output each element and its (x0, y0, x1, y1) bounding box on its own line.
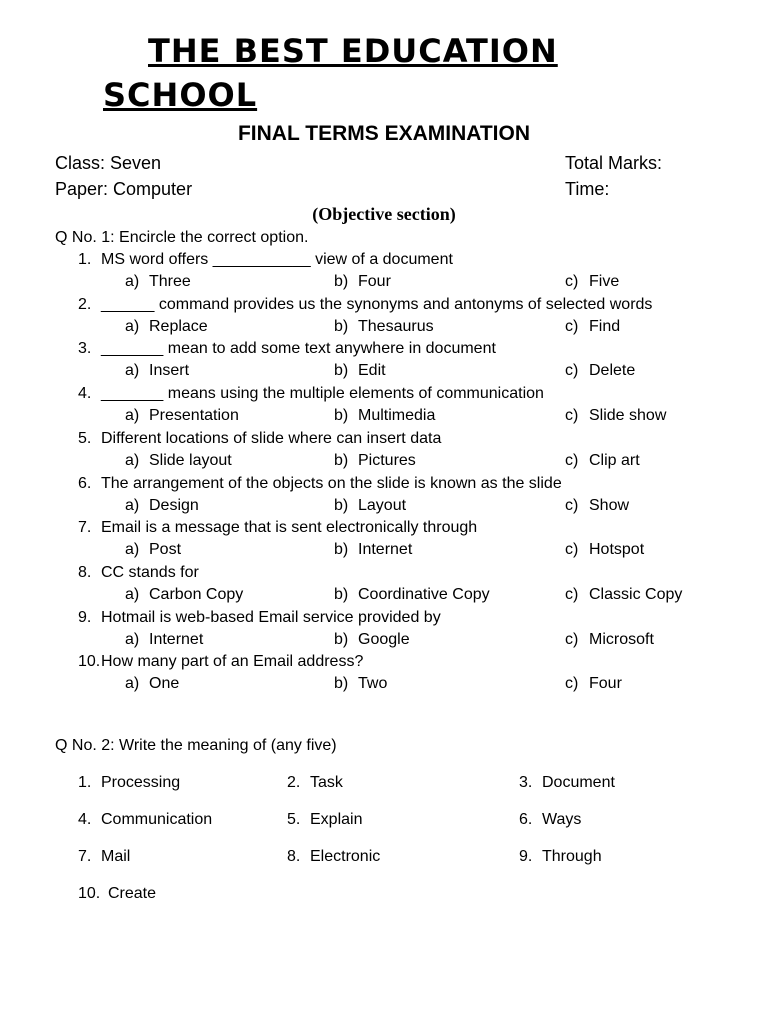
meaning-item-6 (519, 811, 581, 829)
option-letter: b) (334, 675, 349, 693)
meaning-number: 10. (78, 885, 101, 902)
option-letter: c) (565, 362, 579, 380)
option-text: Three (149, 273, 191, 290)
option-text: Show (589, 496, 630, 514)
option-a[interactable] (125, 452, 232, 470)
option-c[interactable] (565, 675, 622, 693)
option-b[interactable] (334, 318, 434, 336)
meaning-word: Document (542, 774, 615, 791)
question-number: 4. (78, 385, 92, 403)
option-text: Hotspot (589, 541, 645, 559)
option-text: Insert (149, 362, 190, 380)
option-letter: a) (125, 675, 140, 693)
option-b[interactable] (334, 586, 490, 604)
option-a[interactable] (125, 362, 189, 380)
meaning-item-4 (78, 811, 212, 829)
option-b[interactable] (334, 407, 435, 425)
meaning-item-3 (519, 774, 615, 792)
meaning-item-9 (519, 848, 602, 866)
option-text: Replace (149, 317, 208, 335)
option-c[interactable] (565, 452, 640, 470)
class-label: Class: Seven (55, 153, 162, 173)
option-letter: a) (125, 273, 140, 290)
option-letter: c) (565, 630, 579, 648)
meaning-number: 6. (519, 811, 533, 828)
option-letter: a) (125, 407, 140, 425)
option-letter: b) (334, 362, 349, 380)
option-b[interactable] (334, 273, 391, 291)
option-b[interactable] (334, 541, 412, 559)
option-c[interactable] (565, 541, 644, 559)
option-text: Four (589, 675, 622, 693)
option-text: Layout (358, 496, 407, 514)
meaning-item-2 (287, 774, 343, 792)
option-letter: b) (334, 451, 349, 469)
question-text: The arrangement of the objects on the slide is known as the slide (101, 474, 562, 492)
option-b[interactable] (334, 631, 410, 649)
meaning-item-10 (78, 885, 156, 903)
option-text: Find (589, 317, 621, 335)
meaning-number: 1. (78, 774, 92, 791)
question-text: _______ mean to add some text anywhere in document (101, 340, 496, 358)
exam-title: FINAL TERMS EXAMINATION (237, 122, 531, 145)
option-c[interactable] (565, 631, 654, 649)
option-a[interactable] (125, 586, 243, 604)
option-text: Edit (358, 362, 386, 380)
question-2 (78, 296, 652, 314)
option-letter: c) (565, 585, 579, 603)
option-a[interactable] (125, 631, 203, 649)
question-number: 3. (78, 340, 92, 358)
question-text: Different locations of slide where can insert data (101, 429, 442, 447)
option-text: Delete (589, 362, 636, 380)
option-letter: a) (125, 317, 140, 335)
option-letter: b) (334, 273, 349, 290)
option-letter: a) (125, 496, 140, 514)
option-letter: c) (565, 675, 579, 693)
question-6 (78, 475, 562, 493)
option-text: Five (589, 273, 620, 290)
option-text: Clip art (589, 451, 640, 469)
option-b[interactable] (334, 362, 386, 380)
question-number: 6. (78, 474, 92, 492)
option-text: Two (358, 675, 388, 693)
question-text: MS word offers ___________ view of a document (101, 251, 453, 268)
question-number: 10. (78, 653, 101, 671)
meaning-word: Mail (101, 848, 131, 865)
question-number: 1. (78, 251, 92, 268)
q2-heading: Q No. 2: Write the meaning of (any five) (55, 737, 337, 754)
option-letter: a) (125, 630, 140, 648)
q1-heading: Q No. 1: Encircle the correct option. (55, 229, 309, 246)
option-letter: a) (125, 362, 140, 380)
meaning-word: Task (310, 774, 343, 791)
option-text: One (149, 675, 180, 693)
question-5 (78, 430, 441, 448)
option-a[interactable] (125, 675, 179, 693)
option-text: Classic Copy (589, 585, 683, 603)
option-c[interactable] (565, 362, 635, 380)
option-text: Pictures (358, 451, 416, 469)
meaning-item-8 (287, 848, 380, 866)
option-text: Multimedia (358, 407, 436, 425)
option-a[interactable] (125, 541, 181, 559)
paper-label: Paper: Computer (55, 179, 193, 199)
option-b[interactable] (334, 452, 416, 470)
meaning-item-1 (78, 774, 180, 792)
option-letter: b) (334, 585, 349, 603)
option-letter: a) (125, 451, 140, 469)
option-text: Microsoft (589, 630, 654, 648)
option-letter: c) (565, 273, 579, 290)
option-letter: a) (125, 541, 140, 559)
option-a[interactable] (125, 318, 208, 336)
meaning-number: 8. (287, 848, 301, 865)
question-text: _______ means using the multiple elements of communication (101, 385, 544, 403)
option-text: Internet (358, 541, 413, 559)
option-letter: c) (565, 541, 579, 559)
option-letter: b) (334, 407, 349, 425)
option-c[interactable] (565, 586, 682, 604)
question-10 (78, 653, 363, 671)
meaning-word: Communication (101, 811, 213, 828)
option-a[interactable] (125, 273, 191, 291)
option-text: Thesaurus (358, 317, 434, 335)
option-text: Internet (149, 630, 204, 648)
meaning-word: Ways (542, 811, 582, 828)
question-text: Hotmail is web-based Email service provided by (101, 608, 441, 626)
option-c[interactable] (565, 497, 629, 515)
question-number: 5. (78, 429, 92, 447)
option-c[interactable] (565, 318, 620, 336)
meaning-number: 3. (519, 774, 533, 791)
question-text: ______ command provides us the synonyms and antonyms of selected words (101, 295, 653, 313)
option-letter: c) (565, 451, 579, 469)
option-letter: a) (125, 585, 140, 603)
question-8 (78, 564, 199, 582)
option-text: Carbon Copy (149, 585, 244, 603)
option-text: Slide show (589, 407, 667, 425)
option-text: Presentation (149, 407, 239, 425)
meaning-word: Explain (310, 811, 363, 828)
meaning-word: Create (108, 885, 157, 902)
meaning-number: 5. (287, 811, 301, 828)
meaning-number: 4. (78, 811, 92, 828)
option-letter: c) (565, 496, 579, 514)
question-number: 9. (78, 608, 92, 626)
question-3 (78, 340, 496, 358)
question-7 (78, 519, 477, 537)
meaning-number: 9. (519, 848, 533, 865)
question-9 (78, 609, 441, 627)
meaning-item-7 (78, 848, 130, 866)
option-letter: c) (565, 407, 579, 425)
option-c[interactable] (565, 273, 619, 291)
question-4 (78, 385, 544, 403)
question-text: Email is a message that is sent electronically through (101, 519, 478, 537)
option-b[interactable] (334, 675, 387, 693)
option-text: Coordinative Copy (358, 585, 490, 603)
meaning-number: 7. (78, 848, 92, 865)
option-text: Google (358, 630, 410, 648)
option-letter: b) (334, 317, 349, 335)
school-name-line1: THE BEST EDUCATION (148, 32, 558, 70)
school-name-line2: SCHOOL (103, 76, 258, 114)
option-b[interactable] (334, 497, 406, 515)
question-1 (78, 251, 453, 269)
section-title: (Objective section) (312, 204, 456, 224)
time-label: Time: (565, 179, 610, 199)
option-letter: b) (334, 630, 349, 648)
meaning-item-5 (287, 811, 362, 829)
option-text: Four (358, 273, 391, 290)
question-number: 8. (78, 563, 92, 581)
total-marks-label: Total Marks: (565, 153, 663, 173)
meaning-word: Processing (101, 774, 181, 791)
question-text: How many part of an Email address? (101, 653, 364, 671)
option-text: Design (149, 496, 199, 514)
option-a[interactable] (125, 497, 199, 515)
meaning-word: Electronic (310, 848, 381, 865)
option-text: Post (149, 541, 182, 559)
option-a[interactable] (125, 407, 239, 425)
question-text: CC stands for (101, 563, 199, 581)
question-number: 7. (78, 519, 92, 537)
option-letter: b) (334, 541, 349, 559)
option-letter: b) (334, 496, 349, 514)
option-letter: c) (565, 317, 579, 335)
meaning-number: 2. (287, 774, 301, 791)
option-c[interactable] (565, 407, 666, 425)
option-text: Slide layout (149, 451, 232, 469)
question-number: 2. (78, 295, 92, 313)
meaning-word: Through (542, 848, 602, 865)
